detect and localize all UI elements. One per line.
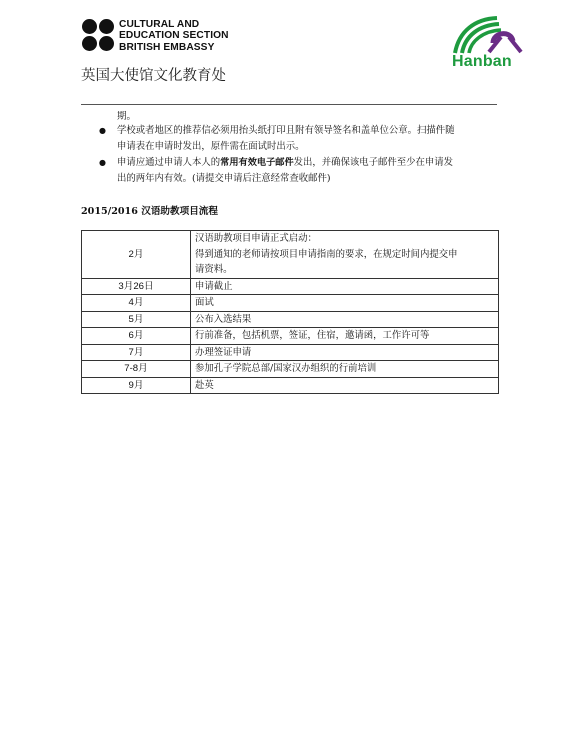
- task-cell: 办理签证申请: [191, 344, 499, 361]
- month-cell: 2月: [82, 231, 191, 279]
- table-row: [82, 295, 499, 312]
- hanban-logo: [449, 13, 527, 73]
- table-row: [82, 278, 499, 295]
- table-row: [82, 344, 499, 361]
- month-cell: 4月: [82, 295, 191, 312]
- month-cell: 6月: [82, 328, 191, 345]
- task-cell: 行前准备，包括机票，签证，住宿，邀请函，工作许可等: [191, 328, 499, 345]
- task-cell: 申请截止: [191, 278, 499, 295]
- task-cell: 汉语助教项目申请正式启动： 得到通知的老师请按项目申请指南的要求，在规定时间内提交申 请资料。: [191, 231, 499, 279]
- month-cell: 7月: [82, 344, 191, 361]
- task-cell: 参加孔子学院总部/国家汉办组织的行前培训: [191, 361, 499, 378]
- table-row: [82, 377, 499, 394]
- list-item: ● 学校或者地区的推荐信必须用抬头纸打印且附有领导签名和盖单位公章。扫描件随 申请表在申请时发出，原件需在面试时出示。: [99, 125, 455, 152]
- list-item: ● 申请应通过申请人本人的常用有效电子邮件发出，并确保该电子邮件至少在申请发 出的两年内有效。(请提交申请后注意经常查收邮件): [99, 157, 454, 184]
- task-cell: 面试: [191, 295, 499, 312]
- month-cell: 9月: [82, 377, 191, 394]
- task-cell: 公布入选结果: [191, 311, 499, 328]
- email-emphasis: 常用有效电子邮件: [220, 157, 294, 169]
- header-divider: [81, 104, 497, 105]
- table-row: [82, 231, 499, 279]
- section-heading: 2015/2016 汉语助教项目流程: [81, 206, 218, 217]
- schedule-table: [81, 230, 499, 394]
- month-cell: 5月: [82, 311, 191, 328]
- org-chinese-title: 英国大使馆文化教育处: [81, 68, 226, 84]
- continued-text: 期。: [117, 111, 137, 122]
- bullet-icon: ●: [99, 126, 106, 135]
- hanban-emblem-icon: [449, 13, 527, 57]
- four-dots-icon: [82, 19, 116, 53]
- table-row: [82, 311, 499, 328]
- british-council-logo: [82, 19, 242, 55]
- bullet-icon: ●: [99, 158, 106, 168]
- task-cell: 赴英: [191, 377, 499, 394]
- table-row: [82, 328, 499, 345]
- month-cell: 3月26日: [82, 278, 191, 295]
- requirements-list: [96, 123, 506, 187]
- org-name: CULTURAL AND EDUCATION SECTION BRITISH EMBASSY: [119, 19, 229, 53]
- month-cell: 7-8月: [82, 361, 191, 378]
- hanban-wordmark: Hanban: [452, 53, 512, 70]
- table-row: [82, 361, 499, 378]
